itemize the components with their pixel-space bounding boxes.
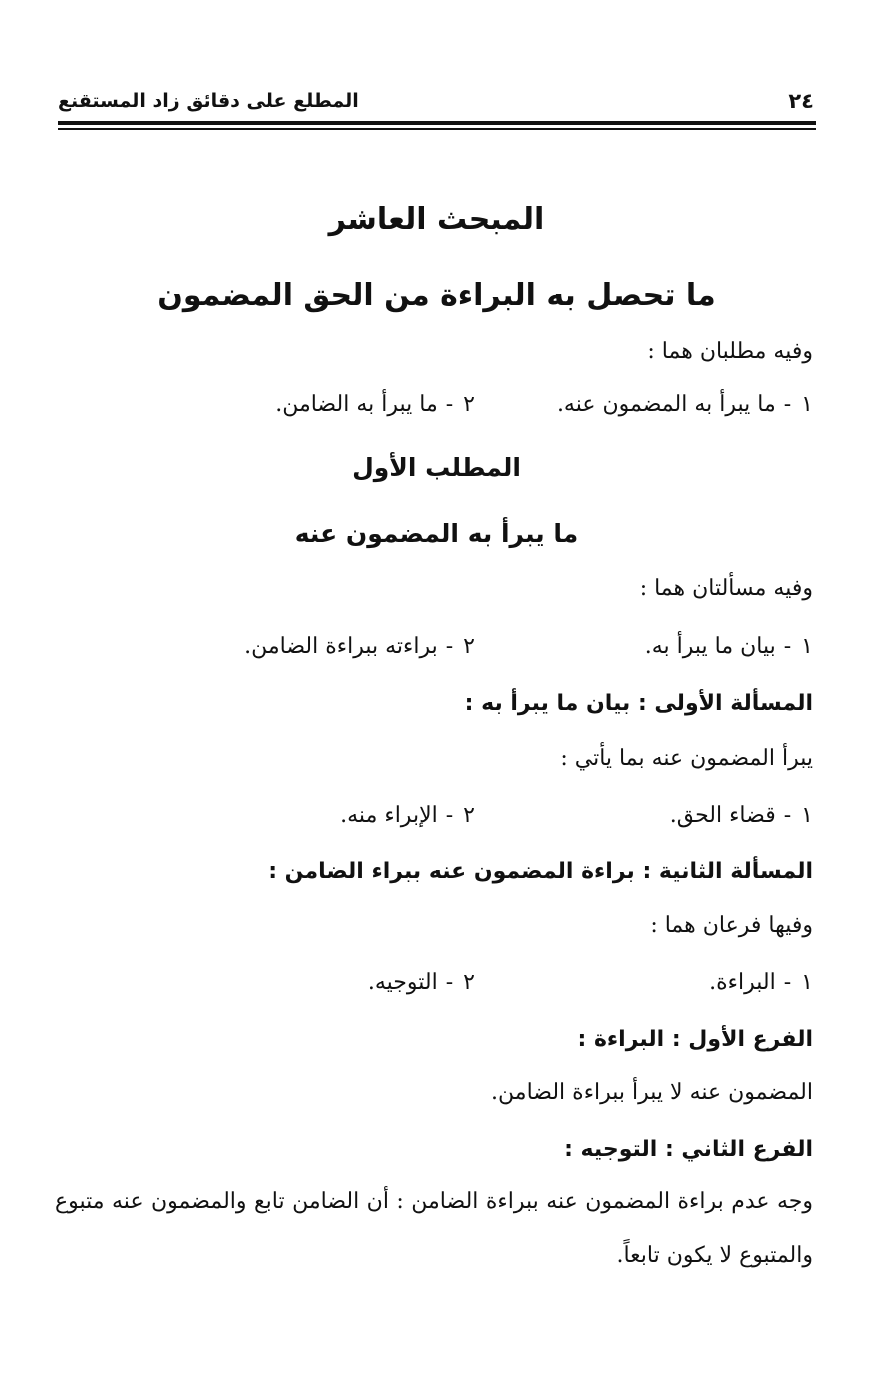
branch-2-paragraph: وجه عدم براءة المضمون عنه ببراءة الضامن : أن الضامن تابع والمضمون عنه متبوع والمتبوع لا يكون تابعاً. xyxy=(55,1189,814,1268)
list-item-text: ما يبرأ به المضمون عنه. xyxy=(556,392,776,417)
list-item xyxy=(670,796,813,836)
list-item-number: ٢ xyxy=(463,970,475,995)
list-item-number: ١ xyxy=(801,803,813,828)
list-item xyxy=(244,627,475,667)
list-item-dash: - xyxy=(445,970,454,995)
branch-2-heading: الفرع الثاني : التوجيه : xyxy=(564,1137,813,1162)
list-item-dash: - xyxy=(445,803,454,828)
page-number: ٢٤ xyxy=(788,89,814,113)
list-item xyxy=(340,796,475,836)
branch-1-heading: الفرع الأول : البراءة : xyxy=(577,1027,813,1052)
list-item xyxy=(645,627,813,667)
list-item-number: ٢ xyxy=(463,634,475,659)
list-item xyxy=(557,385,813,425)
list-item-dash: - xyxy=(783,803,792,828)
list-item-text: ما يبرأ به الضامن. xyxy=(275,392,438,417)
intro-text: وفيه مطلبان هما : xyxy=(647,339,813,364)
header-rule-thick xyxy=(58,121,816,125)
section-title: المطلب الأول xyxy=(352,453,521,482)
section-subtitle: ما يبرأ به المضمون عنه xyxy=(294,519,579,548)
list-item-dash: - xyxy=(783,392,792,417)
list-item-number: ١ xyxy=(801,634,813,659)
list-item-number: ٢ xyxy=(463,392,475,417)
list-item-dash: - xyxy=(445,392,454,417)
issue-1-heading: المسألة الأولى : بيان ما يبرأ به : xyxy=(464,691,813,716)
issue-2-heading: المسألة الثانية : براءة المضمون عنه ببراء الضامن : xyxy=(268,859,813,884)
chapter-subtitle: ما تحصل به البراءة من الحق المضمون xyxy=(157,278,716,313)
list-item-dash: - xyxy=(783,634,792,659)
list-item-number: ١ xyxy=(801,392,813,417)
header-rule-thin xyxy=(58,128,816,130)
list-item xyxy=(709,963,813,1003)
issue-2-text: وفيها فرعان هما : xyxy=(650,913,813,938)
list-item-text: الإبراء منه. xyxy=(340,803,438,828)
list-item xyxy=(275,385,475,425)
list-item-text: البراءة. xyxy=(709,970,776,995)
book-title: المطلع على دقائق زاد المستقنع xyxy=(58,90,359,112)
list-item-number: ٢ xyxy=(463,803,475,828)
list-item-text: التوجيه. xyxy=(367,970,438,995)
list-item-number: ١ xyxy=(801,970,813,995)
running-header xyxy=(58,86,814,116)
list-item xyxy=(368,963,475,1003)
list-item-dash: - xyxy=(783,970,792,995)
issue-1-text: يبرأ المضمون عنه بما يأتي : xyxy=(560,746,813,771)
list-item-text: براءته ببراءة الضامن. xyxy=(244,634,438,659)
branch-1-text: المضمون عنه لا يبرأ ببراءة الضامن. xyxy=(491,1080,813,1105)
list-item-dash: - xyxy=(445,634,454,659)
list-item-text: بيان ما يبرأ به. xyxy=(644,634,776,659)
list-item-text: قضاء الحق. xyxy=(669,803,776,828)
section-intro-text: وفيه مسألتان هما : xyxy=(639,576,813,601)
chapter-title: المبحث العاشر xyxy=(328,202,545,237)
